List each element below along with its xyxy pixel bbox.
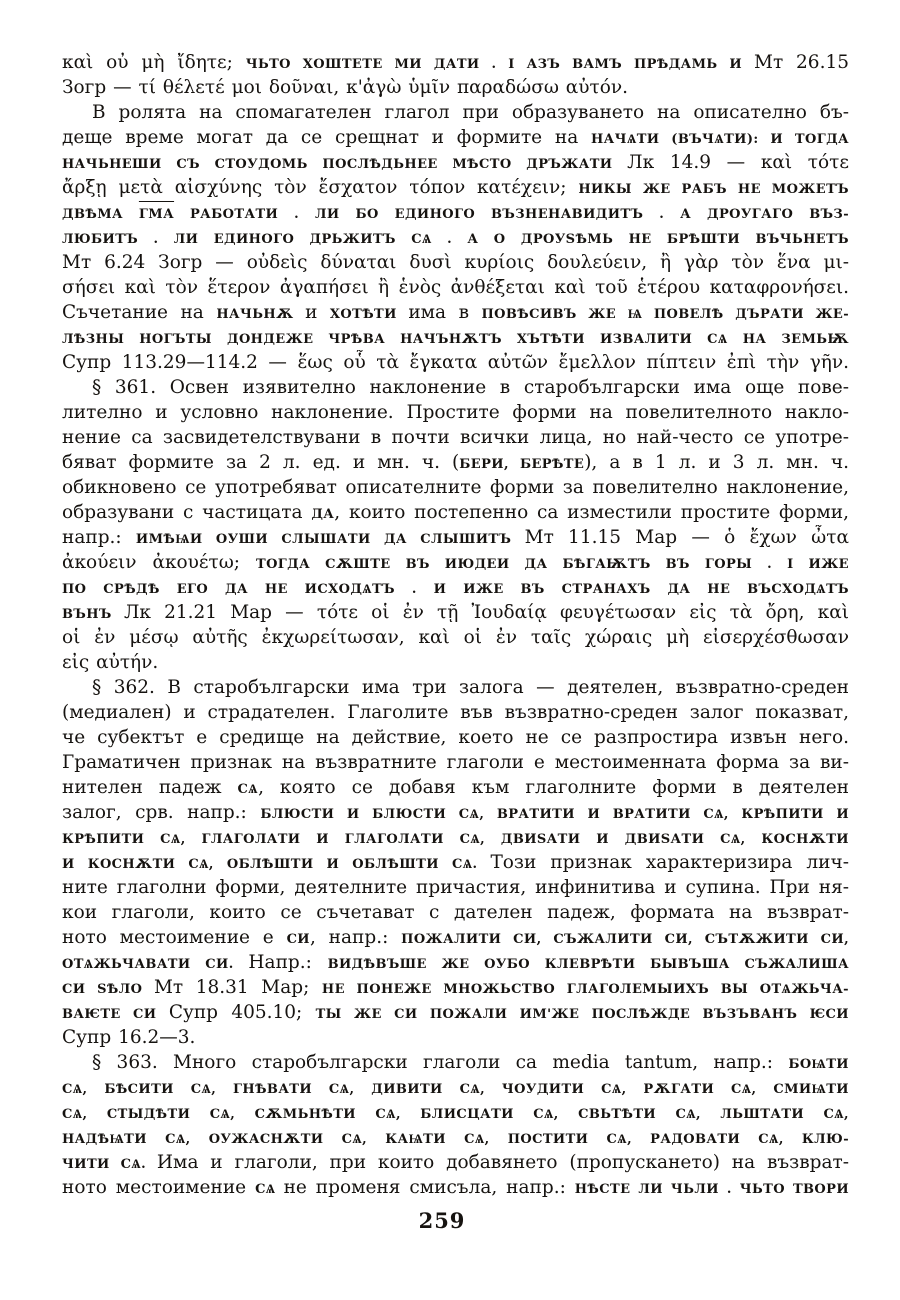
text-line <box>62 700 849 725</box>
text-line <box>62 500 849 525</box>
text-line <box>62 50 849 75</box>
text-line <box>62 1125 849 1150</box>
text-line <box>62 75 849 100</box>
text-line <box>62 975 849 1000</box>
old-bulgarian-text: видѣвъше же оубо клеврѣти бывъша съжалиша <box>327 952 849 973</box>
bulgarian-text: нителен падеж <box>62 777 238 798</box>
bulgarian-text: Мт 18.31 Мар; <box>153 977 322 998</box>
bulgarian-text: Съчетание на <box>62 302 217 323</box>
bulgarian-text: Лк 21.21 Мар — <box>123 602 317 623</box>
old-bulgarian-text: повѣсивъ же ѩ повелѣ дърати же- <box>481 302 849 323</box>
bulgarian-text: (медиален) и страдателен. Глаголите във възвратно-среден залог показват, <box>62 702 849 723</box>
bulgarian-text: Мт 6.24 Зогр — <box>62 252 247 273</box>
text-line <box>62 725 849 750</box>
text-line <box>62 100 849 125</box>
old-bulgarian-text: любитъ . ли единого дрьжитъ сѧ . а о дроуѕѣмь не брѣшти въчьнетъ <box>62 227 849 248</box>
text-line <box>62 350 849 375</box>
bulgarian-text: кои глаголи, които се съчетават с дателен падеж, формата на възврат- <box>62 902 849 923</box>
bulgarian-text: че субектът е средище на действие, което не се разпростира извън него. <box>62 727 849 748</box>
bulgarian-text: В ролята на спомагателен глагол при образуването на описателно бъ- <box>92 102 849 123</box>
text-line <box>62 300 849 325</box>
old-bulgarian-text: двѣма <box>62 202 139 223</box>
old-bulgarian-text: начѧти (въчѧти): и тогда <box>591 127 849 148</box>
bulgarian-text: ните глаголни форми, деятелните причастия, инфинитива и супина. При ня- <box>62 877 849 898</box>
old-bulgarian-text: хотѣти <box>329 302 409 323</box>
old-bulgarian-text: начьнеши съ стоудомь послѣдьнее мѣсто дръжати <box>62 152 628 173</box>
old-bulgarian-text: нѣсте ли чьли . чьто твори <box>574 1177 849 1198</box>
old-bulgarian-text: по срѣдѣ его да не исходѧтъ . и иже въ странахъ да не въсходѧтъ <box>62 577 849 598</box>
text-line <box>62 200 849 225</box>
greek-text: ὁ ἔχων ὦτα <box>724 527 849 548</box>
text-line <box>62 425 849 450</box>
page-number: 259 <box>418 1208 466 1233</box>
greek-text: ἀκούειν ἀκουέτω; <box>62 552 256 573</box>
old-bulgarian-text: сѧ <box>255 1177 284 1198</box>
bulgarian-text: Има и глаголи, при които добавянето (пропускането) на възврат- <box>156 1152 849 1173</box>
old-bulgarian-text: и коснѫти сѧ, облѣшти и облѣшти сѧ. <box>62 852 491 873</box>
greek-text: οὐδεὶς δύναται δυσὶ κυρίοις δουλεύειν, ἢ γὰρ τὸν ἕνα μι- <box>246 252 849 273</box>
bulgarian-text: Мт 26.15 <box>754 52 849 73</box>
old-bulgarian-text: си ѕѣло <box>62 977 154 998</box>
bulgarian-text: обикновено се употребяват описателните форми за повелително наклонение, <box>62 477 849 498</box>
greek-text: τότε οἱ ἐν τῇ Ἰουδαίᾳ φευγέτωσαν εἰς τὰ ὄρη, καὶ <box>316 602 849 623</box>
old-bulgarian-text: работати . ли бо единого възненавидитъ . а дроугаго въз- <box>174 202 849 223</box>
greek-text: εἰς αὐτήν. <box>62 652 159 673</box>
greek-text: καὶ τότε <box>760 152 849 173</box>
old-bulgarian-text: имѣѩи оуши слышати да слышитъ <box>135 527 525 548</box>
old-bulgarian-text: начьнѫ <box>216 302 306 323</box>
old-bulgarian-text: да <box>311 502 335 523</box>
text-line <box>62 250 849 275</box>
text-line <box>62 825 849 850</box>
text-line <box>62 750 849 775</box>
text-block <box>62 50 849 1200</box>
old-bulgarian-text: отѧжьчавати си. <box>62 952 249 973</box>
text-line <box>62 1075 849 1100</box>
old-bulgarian-text: сѧ <box>237 777 259 798</box>
old-bulgarian-abbreviation: гма <box>138 202 175 223</box>
bulgarian-text: Супр 16.2—3. <box>62 1027 196 1048</box>
bulgarian-text: напр.: <box>62 527 136 548</box>
text-line <box>62 400 849 425</box>
greek-text: καὶ οὐ μὴ ἴδητε; <box>62 52 246 73</box>
text-line <box>62 450 849 475</box>
text-line <box>62 625 849 650</box>
old-bulgarian-text: си <box>286 927 310 948</box>
text-line <box>62 900 849 925</box>
old-bulgarian-text: крѣпити сѧ, глаголати и глаголати сѧ, двиѕати и двиѕати сѧ, коснѫти <box>62 827 849 848</box>
text-line <box>62 275 849 300</box>
bulgarian-text: деще време могат да се срещнат и формите на <box>62 127 591 148</box>
bulgarian-text: Зогр — <box>62 77 139 98</box>
bulgarian-text: Напр.: <box>248 952 328 973</box>
bulgarian-text: и <box>305 302 330 323</box>
text-line <box>62 1100 849 1125</box>
bulgarian-text: Супр 405.10; <box>168 1002 316 1023</box>
text-line <box>62 950 849 975</box>
greek-text: τί θέλετέ μοι δοῦναι, κ'ἀγὼ ὑμῖν παραδώσω αὐτόν. <box>138 77 629 98</box>
bulgarian-text: ното местоимение е <box>62 927 287 948</box>
old-bulgarian-text: ваѥте си <box>62 1002 169 1023</box>
bulgarian-text: има в <box>408 302 482 323</box>
old-bulgarian-text: лѣзны ногъты дондеже чрѣва начънѫтъ хътѣти извалити сѧ на земьѭ <box>62 327 849 348</box>
bulgarian-text: лително и условно наклонение. Простите форми на повелителното накло- <box>62 402 849 423</box>
old-bulgarian-text: сѧ, бѣсити сѧ, гнѣвати сѧ, дивити сѧ, чоудити сѧ, рѫгати сѧ, смиѩти <box>62 1077 849 1098</box>
text-line <box>62 525 849 550</box>
old-bulgarian-text: чьто хоштете ми дати . і азъ вамъ прѣдамь и <box>245 52 755 73</box>
text-line <box>62 875 849 900</box>
greek-text: ἄρξῃ μετὰ αἰσχύνης τὸν ἔσχατον τόπον κατέχειν; <box>62 177 579 198</box>
text-line <box>62 475 849 500</box>
old-bulgarian-text: надѣѩти сѧ, оужаснѫти сѧ, каѩти сѧ, постити сѧ, радовати сѧ, клю- <box>62 1127 849 1148</box>
old-bulgarian-text: ты же си пожали им'же послѣжде възъванъ ѥси <box>315 1002 849 1023</box>
bulgarian-text: , напр.: <box>310 927 402 948</box>
text-line <box>62 1000 849 1025</box>
text-line <box>62 1025 849 1050</box>
greek-text: ἕως οὗ τὰ ἔγκατα αὐτῶν ἔμελλον πίπτειν ἐπὶ τὴν γῆν. <box>297 352 849 373</box>
bulgarian-text: , които постепенно са изместили простите форми, <box>334 502 849 523</box>
text-line <box>62 225 849 250</box>
bulgarian-text: § 363. Много старобългарски глаголи са media tantum, напр.: <box>92 1052 789 1073</box>
text-line <box>62 375 849 400</box>
bulgarian-text: ), а в 1 л. и 3 л. мн. ч. <box>584 452 849 473</box>
old-bulgarian-text: чити сѧ. <box>62 1152 157 1173</box>
greek-text: οἱ ἐν μέσῳ αὐτῆς ἐκχωρείτωσαν, καὶ οἱ ἐν ταῖς χώραις μὴ εἰσερχέσθωσαν <box>62 627 849 648</box>
bulgarian-text: образувани с частицата <box>62 502 312 523</box>
bulgarian-text: не променя смисъла, напр.: <box>283 1177 575 1198</box>
old-bulgarian-text: никы же рабъ не можетъ <box>578 177 849 198</box>
old-bulgarian-text: пожалити си, съжалити си, сътѫжити си, <box>401 927 849 948</box>
bulgarian-text: ното местоимение <box>62 1177 256 1198</box>
old-bulgarian-text: вънъ <box>62 602 124 623</box>
text-line <box>62 925 849 950</box>
text-line <box>62 150 849 175</box>
text-line <box>62 175 849 200</box>
text-line <box>62 550 849 575</box>
text-line <box>62 850 849 875</box>
old-bulgarian-text: сѧ, стыдѣти сѧ, сѫмьнѣти сѧ, блисцати сѧ, свьтѣти сѧ, льштати сѧ, <box>62 1102 849 1123</box>
bulgarian-text: Мт 11.15 Мар — <box>524 527 725 548</box>
text-line <box>62 325 849 350</box>
bulgarian-text: , която се добавя към глаголните форми в деятелен <box>258 777 849 798</box>
old-bulgarian-text: тогда сѫште въ июдеи да бѣгаѭтъ въ горы . і иже <box>256 552 849 573</box>
old-bulgarian-text: бери, берѣте <box>459 452 585 473</box>
text-line <box>62 1150 849 1175</box>
text-line <box>62 775 849 800</box>
text-line <box>62 575 849 600</box>
bulgarian-text: § 361. Освен изявително наклонение в старобългарски има още пове- <box>92 377 849 398</box>
bulgarian-text: Този признак характеризира лич- <box>490 852 849 873</box>
text-line <box>62 600 849 625</box>
old-bulgarian-text: блюсти и блюсти сѧ, вратити и вратити сѧ, крѣпити и <box>260 802 849 823</box>
old-bulgarian-text: боѩти <box>788 1052 849 1073</box>
bulgarian-text: § 362. В старобългарски има три залога — деятелен, възвратно-среден <box>92 677 849 698</box>
bulgarian-text: нение са засвидетелствувани в почти всички лица, но най-често се употре- <box>62 427 849 448</box>
text-line <box>62 1050 849 1075</box>
bulgarian-text: Граматичен признак на възвратните глаголи е местоименната форма за ви- <box>62 752 849 773</box>
old-bulgarian-text: не понеже множьство глаголемыихъ вы отѧжьча- <box>321 977 849 998</box>
bulgarian-text: бяват формите за 2 л. ед. и мн. ч. ( <box>62 452 460 473</box>
text-line <box>62 650 849 675</box>
bulgarian-text: залог, срв. напр.: <box>62 802 261 823</box>
text-line <box>62 125 849 150</box>
bulgarian-text: Супр 113.29—114.2 — <box>62 352 298 373</box>
text-line <box>62 800 849 825</box>
text-line <box>62 675 849 700</box>
greek-text: σήσει καὶ τὸν ἕτερον ἀγαπήσει ἢ ἑνὸς ἀνθέξεται καὶ τοῦ ἑτέρου καταφρονήσει. <box>62 277 849 298</box>
bulgarian-text: Лк 14.9 — <box>627 152 761 173</box>
text-line <box>62 1175 849 1200</box>
